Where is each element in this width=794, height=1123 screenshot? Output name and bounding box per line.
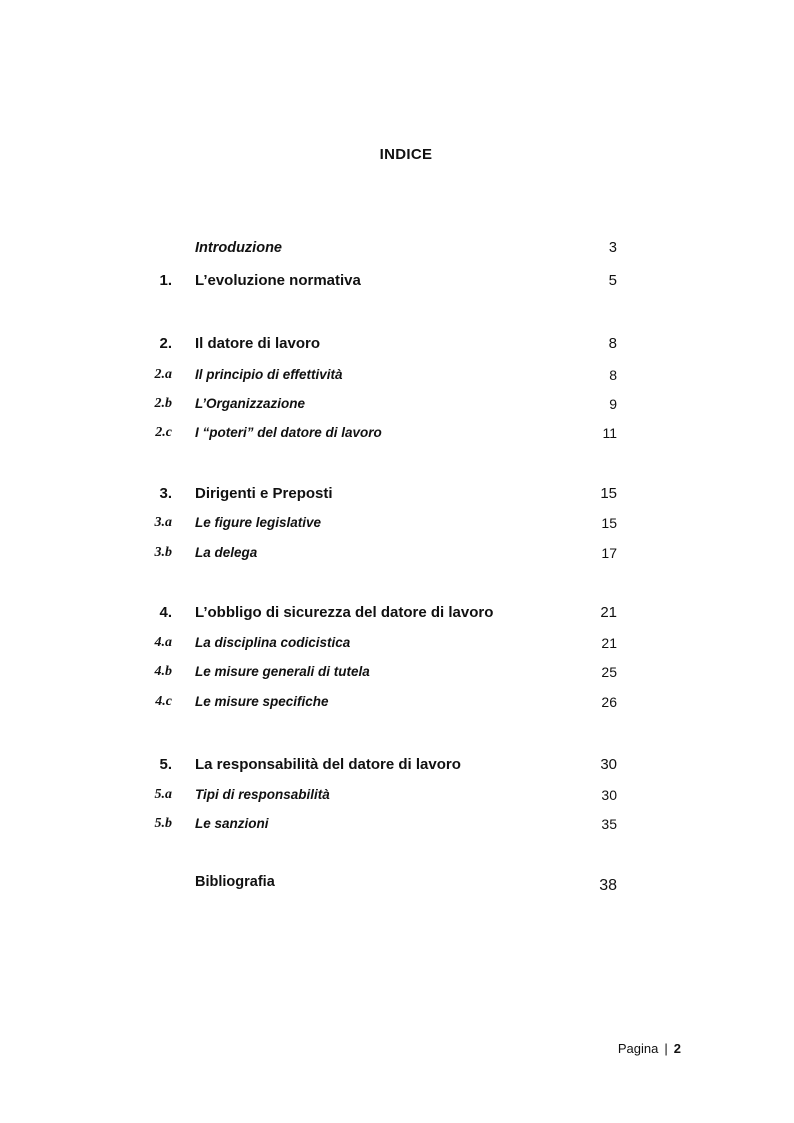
page-title: INDICE (379, 146, 433, 163)
toc-entry-section-2a[interactable] (0, 367, 794, 389)
toc-entry-number: 3. (159, 485, 172, 502)
toc-entry-section-3a[interactable] (0, 515, 794, 537)
toc-entry-page: 11 (602, 425, 617, 441)
toc-entry-page: 3 (608, 240, 617, 256)
toc-entry-number: 2.a (154, 367, 172, 382)
toc-entry-title: La disciplina codicistica (195, 635, 351, 650)
toc-entry-chapter-4[interactable] (0, 604, 794, 626)
toc-entry-page: 8 (609, 367, 617, 383)
toc-entry-chapter-5[interactable] (0, 756, 794, 778)
toc-entry-number: 4. (159, 604, 172, 621)
toc-entry-number: 5.a (154, 787, 172, 802)
toc-entry-title: L’evoluzione normativa (195, 272, 361, 289)
toc-entry-section-4a[interactable] (0, 635, 794, 657)
toc-entry-title: Le sanzioni (195, 816, 269, 831)
toc-entry-title: Il principio di effettività (195, 367, 343, 382)
toc-entry-page: 25 (601, 664, 617, 680)
toc-entry-title: L’obbligo di sicurezza del datore di lavoro (195, 604, 494, 621)
toc-entry-page: 30 (601, 787, 617, 803)
toc-entry-number: 3.b (154, 545, 172, 560)
toc-entry-introduction[interactable] (0, 240, 794, 262)
toc-entry-section-2b[interactable] (0, 396, 794, 418)
toc-entry-page: 15 (600, 485, 617, 502)
toc-entry-title: Bibliografia (195, 874, 275, 890)
toc-entry-section-3b[interactable] (0, 545, 794, 567)
toc-entry-section-2c[interactable] (0, 425, 794, 447)
toc-entry-title: Le figure legislative (195, 515, 322, 530)
toc-entry-section-4c[interactable] (0, 694, 794, 716)
toc-entry-page: 15 (601, 515, 617, 531)
footer-label: Pagina (617, 1041, 659, 1056)
footer-page-number: 2 (673, 1041, 681, 1056)
toc-entry-number: 5.b (154, 816, 172, 831)
toc-entry-number: 2.c (155, 425, 172, 440)
toc-entry-title: Dirigenti e Preposti (195, 485, 333, 502)
toc-entry-number: 2. (159, 335, 172, 352)
toc-entry-title: I “poteri” del datore di lavoro (195, 425, 382, 440)
toc-entry-title: Il datore di lavoro (195, 335, 321, 352)
toc-entry-number: 4.a (154, 635, 172, 650)
toc-entry-page: 26 (601, 694, 617, 710)
toc-entry-section-5b[interactable] (0, 816, 794, 838)
toc-entry-chapter-2[interactable] (0, 335, 794, 357)
toc-entry-title: L’Organizzazione (195, 396, 306, 411)
toc-entry-section-5a[interactable] (0, 787, 794, 809)
toc-entry-page: 35 (601, 816, 617, 832)
toc-entry-page: 38 (599, 877, 617, 894)
toc-entry-page: 30 (600, 756, 617, 773)
toc-entry-title: Le misure specifiche (195, 694, 329, 709)
toc-entry-page: 21 (601, 635, 617, 651)
toc-entry-chapter-3[interactable] (0, 485, 794, 507)
toc-entry-page: 5 (608, 272, 617, 289)
toc-entry-number: 3.a (154, 515, 172, 530)
toc-entry-title: Tipi di responsabilità (195, 787, 330, 802)
toc-entry-number: 2.b (154, 396, 172, 411)
toc-entry-page: 17 (601, 545, 617, 561)
toc-entry-section-4b[interactable] (0, 664, 794, 686)
footer-separator: | (664, 1041, 668, 1056)
toc-entry-page: 8 (608, 335, 617, 352)
toc-entry-number: 1. (159, 272, 172, 289)
toc-entry-bibliography[interactable] (0, 874, 794, 896)
toc-entry-title: La delega (195, 545, 258, 560)
toc-entry-page: 9 (609, 396, 617, 412)
toc-entry-chapter-1[interactable] (0, 272, 794, 294)
page-footer (560, 1041, 681, 1056)
toc-entry-title: Le misure generali di tutela (195, 664, 370, 679)
toc-entry-page: 21 (600, 604, 617, 621)
toc-entry-title: La responsabilità del datore di lavoro (195, 756, 461, 773)
toc-entry-number: 5. (159, 756, 172, 773)
toc-entry-title: Introduzione (195, 240, 282, 256)
toc-entry-number: 4.b (154, 664, 172, 679)
toc-entry-number: 4.c (155, 694, 172, 709)
